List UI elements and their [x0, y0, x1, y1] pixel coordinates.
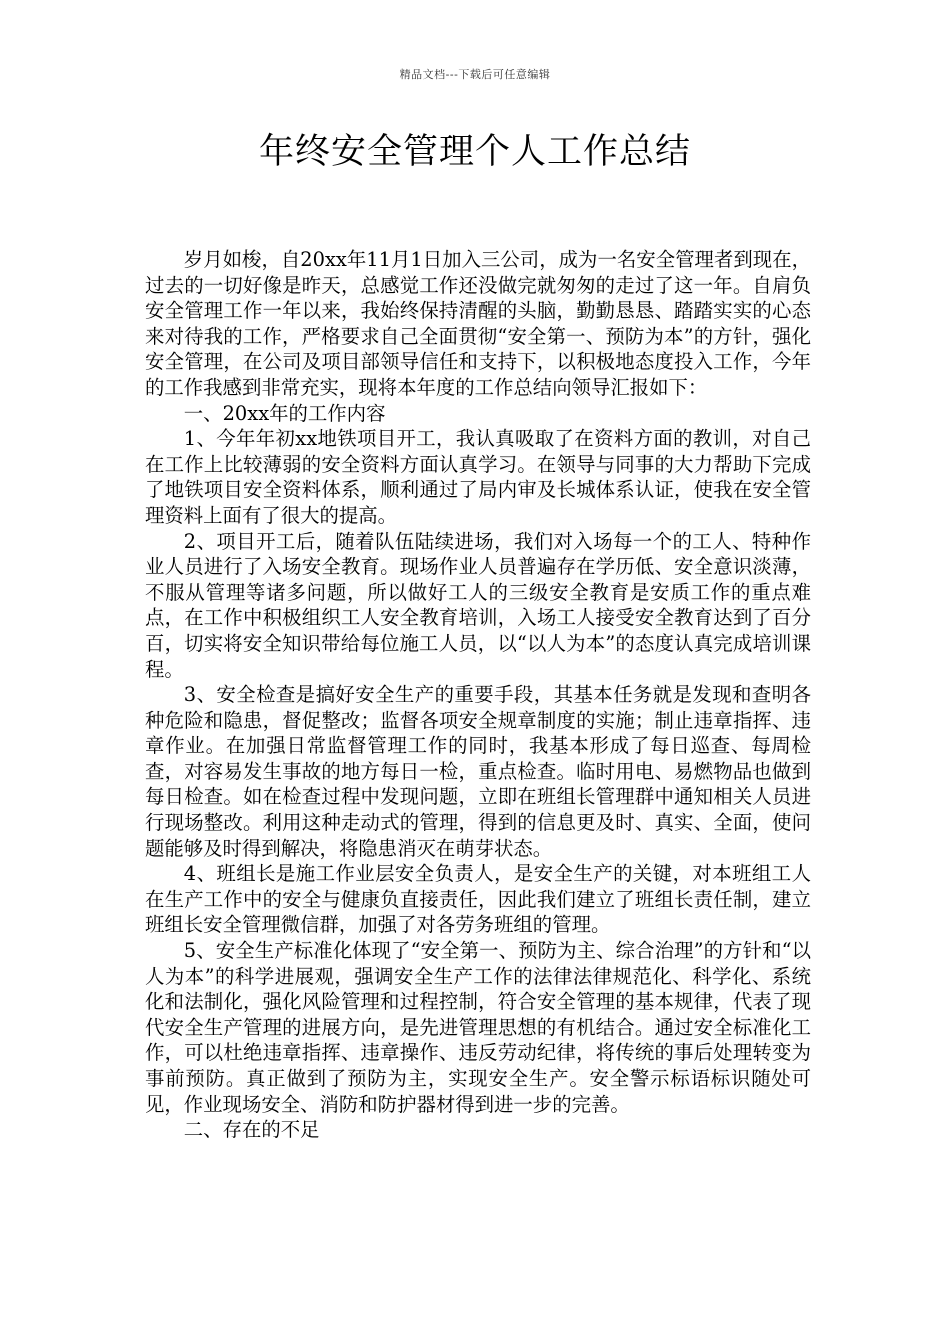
section-heading-shortcomings: 二、存在的不足	[183, 1118, 320, 1142]
paragraph-item-2: 2、项目开工后，随着队伍陆续进场，我们对入场每一个的工人、特种作业人员进行了入场安全教育。现场作业人员普遍存在学历低、安全意识淡薄，不服从管理等诸多问题，所以做好工人的三级安全教育是安质工作的重点难点，在工作中积极组织工人安全教育培训，入场工人接受安全教育达到了百分百，切实将安全知识带给每位施工人员，以“以人为本”的态度认真完成培训课程。	[145, 529, 811, 681]
intro-paragraph: 岁月如梭，自20xx年11月1日加入三公司，成为一名安全管理者到现在，过去的一切好像是昨天，总感觉工作还没做完就匆匆的走过了这一年。自肩负安全管理工作一年以来，我始终保持清醒的头脑，勤勤恳恳、踏踏实实的心态来对待我的工作，严格要求自己全面贯彻“安全第一、预防为本”的方针，强化安全管理，在公司及项目部领导信任和支持下，以积极地态度投入工作，今年的工作我感到非常充实，现将本年度的工作总结向领导汇报如下：	[145, 248, 811, 399]
header-note: 精品文档---下载后可任意编辑	[399, 68, 551, 81]
document-body	[145, 247, 811, 1143]
paragraph-item-5: 5、安全生产标准化体现了“安全第一、预防为主、综合治理”的方针和“以人为本”的科学进展观，强调安全生产工作的法律法律规范化、科学化、系统化和法制化，强化风险管理和过程控制，符合安全管理的基本规律，代表了现代安全生产管理的进展方向，是先进管理思想的有机结合。通过安全标准化工作，可以杜绝违章指挥、违章操作、违反劳动纪律，将传统的事后处理转变为事前预防。真正做到了预防为主，实现安全生产。安全警示标语标识随处可见，作业现场安全、消防和防护器材得到进一步的完善。	[145, 939, 811, 1116]
paragraph-item-3: 3、安全检查是搞好安全生产的重要手段，其基本任务就是发现和查明各种危险和隐患，督促整改；监督各项安全规章制度的实施；制止违章指挥、违章作业。在加强日常监督管理工作的同时，我基本形成了每日巡查、每周检查，对容易发生事故的地方每日一检，重点检查。临时用电、易燃物品也做到每日检查。如在检查过程中发现问题，立即在班组长管理群中通知相关人员进行现场整改。利用这种走动式的管理，得到的信息更及时、真实、全面，使问题能够及时得到解决，将隐患消灭在萌芽状态。	[145, 683, 811, 860]
paragraph-item-1: 1、今年年初xx地铁项目开工，我认真吸取了在资料方面的教训，对自己在工作上比较薄弱的安全资料方面认真学习。在领导与同事的大力帮助下完成了地铁项目安全资料体系，顺利通过了局内审及长城体系认证，使我在安全管理资料上面有了很大的提高。	[145, 427, 811, 527]
section-heading-work-content: 一、20xx年的工作内容	[183, 401, 386, 425]
document-title: 年终安全管理个人工作总结	[258, 132, 691, 172]
paragraph-item-4: 4、班组长是施工作业层安全负责人，是安全生产的关键，对本班组工人在生产工作中的安全与健康负直接责任，因此我们建立了班组长责任制，建立班组长安全管理微信群，加强了对各劳务班组的管理。	[145, 862, 811, 937]
